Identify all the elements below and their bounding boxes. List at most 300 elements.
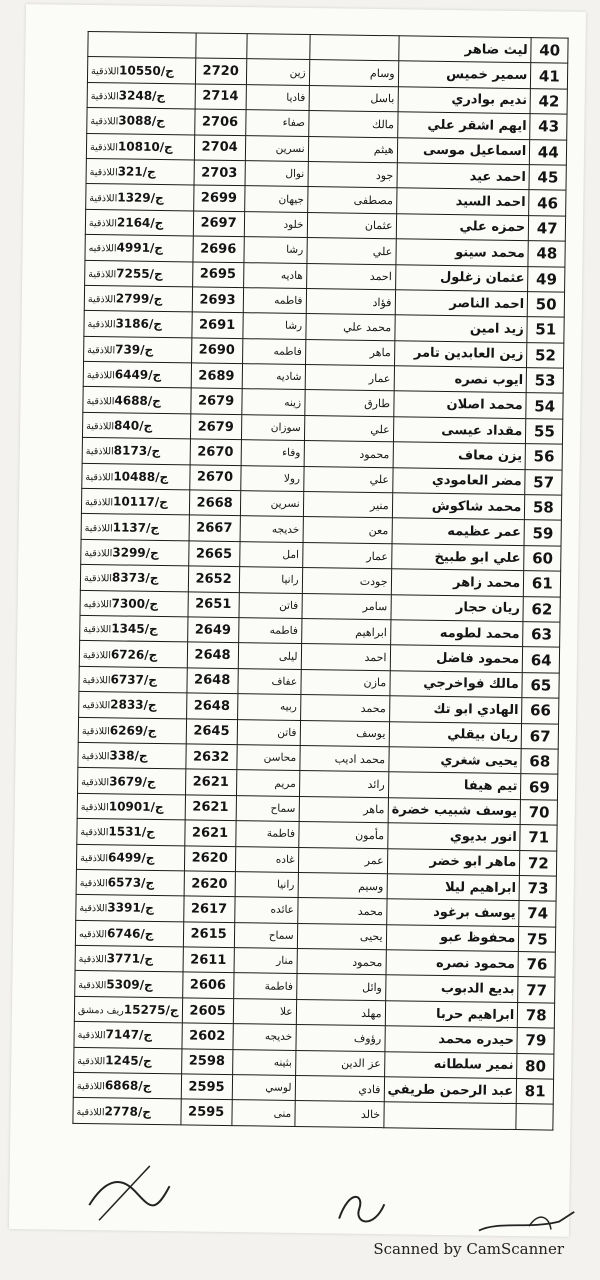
student-name: نمير سلطانه (384, 1051, 517, 1078)
mother-name: رانيا (235, 871, 298, 897)
registry-cell (77, 793, 185, 820)
student-name: مضر العامودي (392, 467, 525, 494)
registry-cell (80, 615, 188, 642)
registry-cell (88, 31, 196, 58)
registry-city: اللاذقية (85, 471, 114, 484)
registry-value (81, 749, 147, 763)
registry-city: اللاذقية (87, 319, 116, 331)
father-name: مهلد (296, 999, 385, 1026)
registry-cell (82, 438, 190, 465)
mother-name: شاديه (242, 364, 305, 390)
registry-city: اللاذقية (83, 624, 112, 636)
registry-number: ج/1531 (108, 824, 155, 840)
registry-value (82, 724, 157, 738)
mother-name: سماح (236, 795, 299, 821)
registry-value (89, 216, 164, 230)
student-name: محمد سينو (396, 239, 529, 266)
registry-city: اللاذقية (85, 446, 114, 458)
registry-cell (75, 971, 183, 998)
registry-city: اللاذقية (77, 1030, 106, 1042)
mother-name: بثينه (232, 1049, 295, 1075)
registry-number: ج/6573 (107, 875, 155, 891)
registry-value (88, 292, 163, 306)
row-number: 46 (529, 190, 566, 216)
mother-name: زينه (241, 389, 304, 415)
row-number: 50 (527, 292, 564, 318)
registry-value (89, 191, 164, 205)
student-name: مقداد عيسى (393, 417, 526, 444)
registry-number: ج/10901 (108, 799, 164, 814)
student-id: 2606 (182, 972, 233, 998)
registry-number: ج/3679 (109, 773, 156, 789)
student-id: 2667 (189, 515, 240, 541)
father-name: احمد (301, 644, 390, 671)
registry-value (78, 1003, 179, 1017)
registry-city: اللاذقيه (82, 700, 111, 712)
registry-value (90, 140, 173, 154)
student-id: 2649 (187, 617, 238, 643)
row-number: 42 (530, 88, 567, 114)
registry-cell (74, 1047, 182, 1074)
mother-name: زين (246, 59, 309, 85)
father-name: ماهر (305, 339, 394, 366)
mother-name: منار (234, 948, 297, 974)
registry-number: ج/10117 (112, 494, 168, 510)
mother-name: نوال (245, 161, 308, 187)
row-number: 75 (519, 926, 556, 952)
registry-value (80, 825, 155, 839)
registry-cell (84, 285, 192, 312)
registry-cell (80, 590, 188, 617)
registry-value (83, 648, 158, 662)
student-name: اسماعيل موسى (397, 137, 530, 164)
registry-cell (75, 945, 183, 972)
student-id: 2704 (194, 135, 245, 161)
mother-name: رولا (240, 465, 303, 491)
row-number: 45 (529, 165, 566, 191)
registry-number: ج/739 (115, 342, 154, 357)
student-id: 2595 (180, 1099, 231, 1125)
registry-city: اللاذقية (81, 776, 110, 788)
registry-number: ج/3088 (118, 113, 165, 129)
student-name: عبد الرحمن طريفي (384, 1077, 517, 1104)
registry-number: ج/6868 (104, 1078, 152, 1094)
student-id: 2648 (187, 642, 238, 668)
row-number: 62 (523, 596, 560, 622)
mother-name: امل (239, 541, 302, 567)
student-id: 2595 (181, 1074, 232, 1100)
student-name: ماهر ابو خضر (387, 848, 520, 875)
row-number: 80 (517, 1053, 554, 1079)
father-name: عمر (298, 847, 387, 874)
registry-cell (79, 641, 187, 668)
student-name: عمر عظيمه (392, 518, 525, 545)
registry-number: ج/8373 (111, 570, 159, 586)
registry-value (90, 114, 165, 128)
mother-name: عفاف (238, 668, 301, 694)
student-id: 2621 (185, 769, 236, 795)
registry-number: ج/3186 (115, 316, 163, 332)
registry-city: اللاذقية (84, 522, 113, 534)
student-name: يحيى شغري (388, 747, 521, 774)
mother-name: جيهان (244, 186, 307, 212)
mother-name: رشا (244, 237, 307, 263)
registry-city: اللاذقية (81, 725, 110, 738)
registry-number: ج/5309 (106, 976, 153, 992)
registry-city: اللاذقية (89, 167, 118, 179)
father-name: محمد اديب (299, 745, 388, 772)
student-id: 2605 (182, 998, 233, 1024)
registry-value (87, 317, 162, 331)
registry-cell (78, 742, 186, 769)
student-name: زين العابدين تامر (394, 340, 527, 367)
student-name: بديع الدبوب (385, 975, 518, 1002)
student-id: 2679 (190, 388, 241, 414)
mother-name: ربيه (237, 694, 300, 720)
registry-cell (81, 488, 189, 515)
student-name: يوسف برغود (386, 899, 519, 926)
father-name: محمد (297, 898, 386, 925)
row-number: 51 (527, 317, 564, 343)
student-id: 2648 (186, 693, 237, 719)
registry-cell (85, 209, 193, 236)
registry-number: ج/6746 (106, 926, 154, 941)
registry-cell (82, 412, 190, 439)
student-id: 2621 (185, 795, 236, 821)
student-name: سمير خميس (398, 61, 531, 88)
row-number: 49 (528, 266, 565, 292)
father-name: عز الدين (295, 1050, 384, 1077)
mother-name: خديجه (240, 516, 303, 542)
row-number: 48 (528, 241, 565, 267)
registry-city: اللاذقية (87, 344, 116, 357)
student-id: 2693 (192, 287, 243, 313)
student-id: 2632 (185, 744, 236, 770)
registry-value (84, 597, 159, 611)
registry-city: اللاذقية (89, 141, 119, 154)
student-name: محفوظ عبو (386, 924, 519, 951)
registry-city: اللاذقية (80, 827, 109, 839)
row-number: 59 (524, 520, 561, 546)
registry-city: اللاذقية (88, 268, 117, 281)
registry-number: ج/338 (109, 748, 148, 763)
registry-number: ج/3248 (118, 88, 166, 104)
student-id: 2615 (183, 922, 234, 948)
registry-number: ج/2833 (110, 697, 157, 713)
registry-city: اللاذقية (78, 979, 107, 991)
registry-city: اللاذقية (83, 573, 113, 585)
registry-value (85, 521, 160, 535)
student-id: 2665 (188, 541, 239, 567)
registry-value (90, 165, 156, 179)
student-name: ابراهيم حربا (385, 1001, 518, 1028)
student-id: 2699 (193, 185, 244, 211)
student-name: يوسف شبيب خضرة (388, 797, 521, 824)
father-name: محمد علي (305, 314, 394, 341)
row-number: 53 (526, 368, 563, 394)
registry-value (85, 470, 168, 484)
registry-city: اللاذقية (81, 751, 110, 763)
registry-cell (86, 184, 194, 211)
mother-name: فاديا (246, 84, 309, 110)
row-number: 56 (525, 444, 562, 470)
mother-name: فاطمه (238, 618, 301, 644)
row-number: 71 (520, 825, 557, 851)
mother-name: فاطمه (242, 338, 305, 364)
mother-name: محاسن (236, 745, 299, 771)
student-id: 2611 (183, 947, 234, 973)
student-id: 2617 (183, 896, 234, 922)
registry-city: اللاذقيه (78, 928, 108, 941)
father-name: ابراهيم (301, 618, 390, 645)
father-name: معن (303, 517, 392, 544)
registry-value (78, 978, 153, 992)
student-name: حيدره محمد (385, 1026, 518, 1053)
mother-name: وفاء (241, 440, 304, 466)
registry-value (79, 901, 154, 915)
registry-cell (73, 1072, 181, 1099)
registry-number: ج/6499 (107, 850, 155, 865)
mother-name: فاطمه (243, 288, 306, 314)
registry-value (81, 774, 156, 788)
registry-number: ج/10550 (118, 62, 174, 78)
registry-city: اللاذقية (78, 954, 107, 966)
registry-number: ج/3299 (112, 545, 159, 560)
registry-number: ج/3771 (106, 951, 154, 967)
student-name: ابراهيم ليلا (387, 874, 520, 901)
registry-value (86, 394, 161, 408)
student-id: 2679 (190, 414, 241, 440)
registry-city: اللاذقية (84, 547, 113, 560)
row-number: 65 (522, 672, 559, 698)
student-id: 2696 (193, 236, 244, 262)
father-name: هيثم (308, 136, 397, 163)
registry-number: ج/840 (113, 418, 153, 433)
student-name: ايوب نصره (394, 366, 527, 393)
registry-cell (78, 717, 186, 744)
father-name: مصطفى (307, 187, 396, 214)
row-number: 76 (518, 952, 555, 978)
registry-number: ج/2778 (104, 1103, 152, 1119)
mother-name: هاديه (243, 262, 306, 288)
row-number: 47 (529, 215, 566, 241)
student-roster-table (72, 31, 568, 1130)
registry-value (87, 343, 153, 357)
registry-city: اللاذقية (84, 497, 114, 509)
registry-value (83, 622, 158, 636)
father-name: مازن (301, 669, 390, 696)
registry-cell (73, 1098, 181, 1125)
registry-value (81, 800, 164, 814)
registry-value (86, 419, 152, 433)
registry-cell (82, 463, 190, 490)
student-name: احمد السيد (396, 188, 529, 215)
row-number: 79 (517, 1028, 554, 1054)
registry-value (77, 1079, 152, 1093)
row-number: 44 (530, 139, 567, 165)
row-number: 52 (527, 342, 564, 368)
row-number: 77 (518, 977, 555, 1003)
student-id: 2651 (188, 592, 239, 618)
registry-cell (86, 133, 194, 160)
mother-name: نسرين (245, 135, 308, 161)
registry-city: اللاذقية (76, 1106, 105, 1118)
row-number: 70 (520, 799, 557, 825)
student-id: 2670 (189, 465, 240, 491)
father-name: عثمان (307, 212, 396, 239)
row-number: 78 (518, 1002, 555, 1028)
row-number: 54 (526, 393, 563, 419)
row-number: 57 (525, 469, 562, 495)
registry-cell (78, 768, 186, 795)
row-number: 72 (520, 850, 557, 876)
mother-name: غاده (235, 846, 298, 872)
row-number: 64 (523, 647, 560, 673)
mother-name: منى (231, 1100, 294, 1126)
row-number: 73 (519, 875, 556, 901)
father-name: وسيم (298, 872, 387, 899)
student-name: احمد الناصر (395, 290, 528, 317)
mother-name: عائده (234, 897, 297, 923)
student-name: محمد شاكوش (392, 493, 525, 520)
registry-number: ج/2799 (115, 291, 163, 307)
father-name: باسل (309, 85, 398, 112)
registry-value (80, 851, 155, 865)
registry-number: ج/10810 (117, 139, 173, 154)
student-id: 2621 (184, 820, 235, 846)
mother-name: خلود (244, 211, 307, 237)
father-name: علي (303, 466, 392, 493)
father-name: عمار (305, 365, 394, 392)
registry-value (91, 64, 174, 78)
registry-city: اللاذقية (86, 370, 115, 382)
registry-value (82, 698, 157, 712)
row-number: 41 (531, 63, 568, 89)
registry-value (83, 673, 158, 687)
registry-value (86, 444, 161, 458)
registry-number: ج/4991 (116, 240, 164, 256)
mother-name: فاطمة (235, 821, 298, 847)
student-id: 2645 (186, 718, 237, 744)
registry-cell (76, 869, 184, 896)
registry-city: اللاذقية (91, 65, 120, 77)
father-name: محمد (300, 695, 389, 722)
row-number: 58 (525, 495, 562, 521)
registry-value (76, 1104, 151, 1118)
registry-cell (81, 539, 189, 566)
row-number: 61 (524, 571, 561, 597)
student-name: تيم هيفا (388, 772, 521, 799)
student-name: احمد عيد (397, 163, 530, 190)
father-name: منير (303, 492, 392, 519)
registry-number: ج/1245 (105, 1053, 152, 1068)
father-name: يوسف (300, 720, 389, 747)
student-name: عثمان زغلول (395, 264, 528, 291)
registry-number: ج/6449 (114, 367, 162, 383)
student-id: 2706 (194, 109, 245, 135)
student-id: 2720 (195, 58, 246, 84)
student-id: 2670 (190, 439, 241, 465)
student-name: زيد امين (394, 315, 527, 342)
student-name: الهادي ابو تك (389, 696, 522, 723)
registry-value (80, 876, 155, 890)
document-sheet (9, 4, 586, 1237)
father-name: فادي (295, 1075, 384, 1102)
row-number: 66 (522, 698, 559, 724)
student-id: 2598 (181, 1048, 232, 1074)
student-id: 2620 (184, 871, 235, 897)
registry-number: ج/10488 (113, 469, 169, 484)
registry-cell (85, 235, 193, 262)
registry-value (84, 571, 159, 585)
row-number: 81 (516, 1079, 553, 1105)
student-name: محمد زاهر (391, 569, 524, 596)
student-id: 2697 (193, 211, 244, 237)
table-row (73, 1098, 554, 1130)
father-name: رؤوف (296, 1025, 385, 1052)
student-id: 2690 (191, 338, 242, 364)
student-name (383, 1102, 516, 1129)
row-number: 60 (524, 545, 561, 571)
registry-value (88, 267, 163, 281)
student-name: محمود فاضل (390, 645, 523, 672)
student-name: محمد لطومه (390, 620, 523, 647)
father-name: سامر (302, 593, 391, 620)
student-name: ايهم اشقر علي (397, 112, 530, 139)
registry-city: اللاذقية (90, 90, 119, 103)
mother-name: نسرين (240, 491, 303, 517)
registry-city: ريف دمشق (77, 1004, 124, 1017)
registry-number: ج/6726 (110, 646, 158, 662)
registry-cell (74, 1022, 182, 1049)
student-name: علي ابو طبيخ (391, 544, 524, 571)
student-id: 2691 (191, 312, 242, 338)
father-name: جودت (302, 568, 391, 595)
student-name: ليث ضاهر (398, 36, 531, 63)
student-name: محمود نصره (386, 950, 519, 977)
roster-body (73, 31, 568, 1129)
registry-value (85, 495, 168, 509)
row-number (516, 1104, 553, 1130)
registry-cell (87, 108, 195, 135)
registry-value (91, 89, 166, 103)
registry-number: ج/8173 (113, 443, 161, 459)
mother-name: رشا (242, 313, 305, 339)
registry-city: اللاذقية (77, 1055, 106, 1068)
registry-cell (87, 82, 195, 109)
registry-city: اللاذقية (79, 878, 108, 890)
registry-number: ج/6269 (109, 723, 157, 738)
student-name: حمزه علي (396, 214, 529, 241)
registry-city: اللاذقية (82, 674, 111, 687)
row-number: 55 (526, 418, 563, 444)
student-id: 2652 (188, 566, 239, 592)
mother-name: صفاء (245, 110, 308, 136)
registry-number: ج/3391 (107, 900, 154, 916)
registry-value (79, 952, 154, 966)
father-name: فؤاد (306, 288, 395, 315)
registry-number: ج/4688 (114, 393, 161, 408)
registry-city: اللاذقية (90, 116, 119, 128)
registry-cell (79, 666, 187, 693)
father-name: مأمون (298, 822, 387, 849)
father-name: رائد (299, 771, 388, 798)
student-name: يزن معاف (393, 442, 526, 469)
mother-name: ليلى (238, 643, 301, 669)
mother-name: فاتن (239, 592, 302, 618)
father-name (309, 35, 398, 62)
registry-value (79, 927, 154, 941)
